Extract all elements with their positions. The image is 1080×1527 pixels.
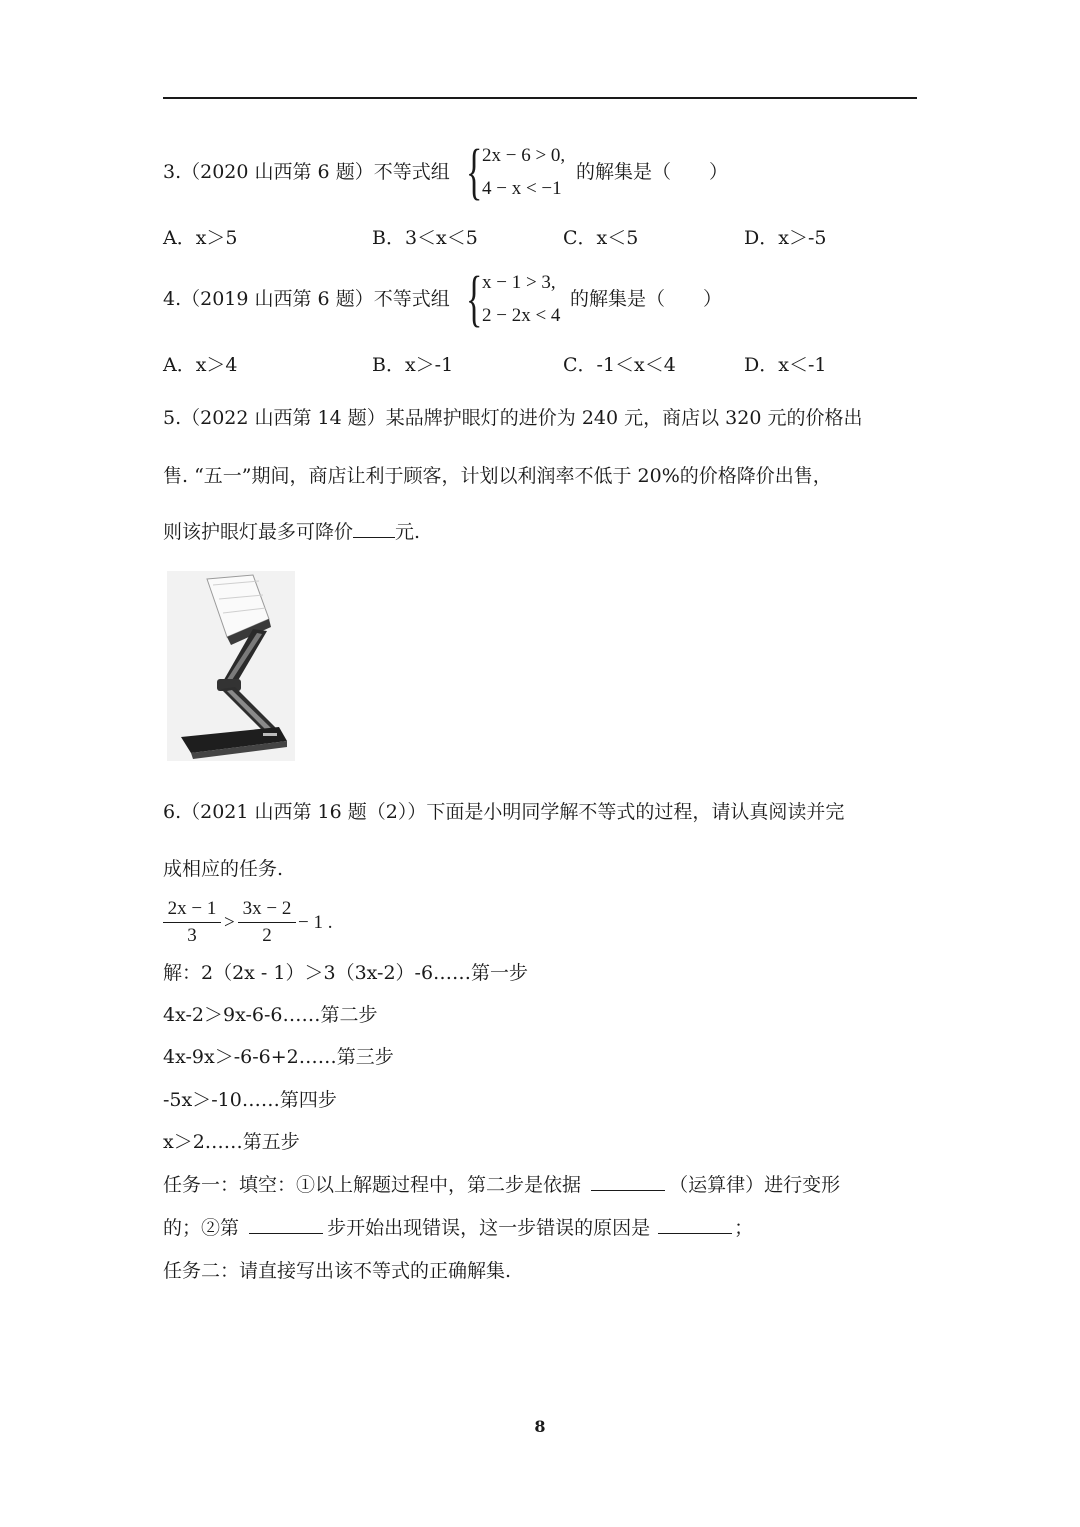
q6-task1-line2: [163, 1216, 753, 1240]
q3-suffix: 的解集是（ ）: [576, 161, 729, 183]
q4-brace: {: [466, 265, 483, 333]
q6-task2: 任务二：请直接写出该不等式的正确解集.: [163, 1260, 512, 1282]
q5-answer-blank[interactable]: [353, 537, 395, 538]
q4-ineq2: 2 − 2x < 4: [482, 305, 561, 326]
header-rule: [163, 97, 917, 99]
q4-ineq1: x − 1 > 3,: [482, 272, 556, 293]
q5-line3-pre: 则该护眼灯最多可降价: [163, 521, 354, 543]
q4-option-d: D．x＜-1: [744, 354, 827, 376]
q6-fraction-right: [238, 898, 296, 947]
q6-frac1-bar: [163, 922, 221, 923]
q3-option-c: C．x＜5: [563, 227, 639, 249]
q5-line3-post: 元.: [395, 521, 421, 543]
q3-option-d: D．x＞-5: [744, 227, 827, 249]
q6-task1-text-d: 步开始出现错误，这一步错误的原因是: [327, 1217, 651, 1239]
q6-task1-text-b: （运算律）进行变形: [669, 1174, 841, 1196]
page-number: 8: [534, 1417, 546, 1436]
desk-lamp-image: [167, 571, 295, 761]
q3-ineq2: 4 − x < −1: [482, 178, 562, 199]
q6-frac1-numerator: 2x − 1: [167, 898, 217, 919]
q6-step-2: 4x-2＞9x-6-6……第二步: [163, 1004, 378, 1026]
q6-task1-blank-1[interactable]: [591, 1190, 665, 1191]
q4-option-c: C．-1＜x＜4: [563, 354, 676, 376]
q3-option-a: A．x＞5: [163, 227, 238, 249]
q6-task1-text-a: 任务一：填空：①以上解题过程中，第二步是依据: [163, 1174, 582, 1196]
q6-frac2-denominator: 2: [262, 925, 272, 946]
q6-task1-text-c: 的；②第: [163, 1217, 240, 1239]
q3-prefix: 3.（2020 山西第 6 题）不等式组: [163, 161, 450, 183]
q6-gt-sign: >: [224, 912, 235, 933]
q5-line2: 售. “五一”期间，商店让利于顾客，计划以利润率不低于 20%的价格降价出售，: [163, 465, 832, 487]
q6-task1-blank-3[interactable]: [658, 1233, 732, 1234]
q3-brace: {: [466, 138, 483, 206]
q6-frac2-numerator: 3x − 2: [242, 898, 292, 919]
q6-fraction-left: [163, 898, 221, 947]
q6-task1-text-e: ；: [734, 1217, 754, 1239]
q4-suffix: 的解集是（ ）: [570, 288, 723, 310]
q3-option-b: B．3＜x＜5: [372, 227, 478, 249]
q4-option-a: A．x＞4: [163, 354, 238, 376]
q6-tail: − 1 .: [298, 912, 333, 933]
q6-line1: 6.（2021 山西第 16 题（2））下面是小明同学解不等式的过程，请认真阅读并完: [163, 801, 845, 823]
q5-line3: [163, 520, 420, 544]
q6-task1-line1: [163, 1173, 840, 1197]
q6-step-3: 4x-9x＞-6-6+2……第三步: [163, 1046, 394, 1068]
q4-option-b: B．x＞-1: [372, 354, 454, 376]
q5-line1: 5.（2022 山西第 14 题）某品牌护眼灯的进价为 240 元，商店以 320 元的价格出: [163, 407, 863, 429]
q6-frac2-bar: [238, 922, 296, 923]
q4-prefix: 4.（2019 山西第 6 题）不等式组: [163, 288, 450, 310]
q6-line2: 成相应的任务.: [163, 858, 284, 880]
q3-ineq1: 2x − 6 > 0,: [482, 145, 566, 166]
q6-frac1-denominator: 3: [187, 925, 197, 946]
q6-step-1: 解：2（2x - 1）＞3（3x-2）-6……第一步: [163, 962, 529, 984]
q6-task1-blank-2[interactable]: [249, 1233, 323, 1234]
q6-step-5: x＞2……第五步: [163, 1131, 300, 1153]
q6-step-4: -5x＞-10……第四步: [163, 1089, 337, 1111]
